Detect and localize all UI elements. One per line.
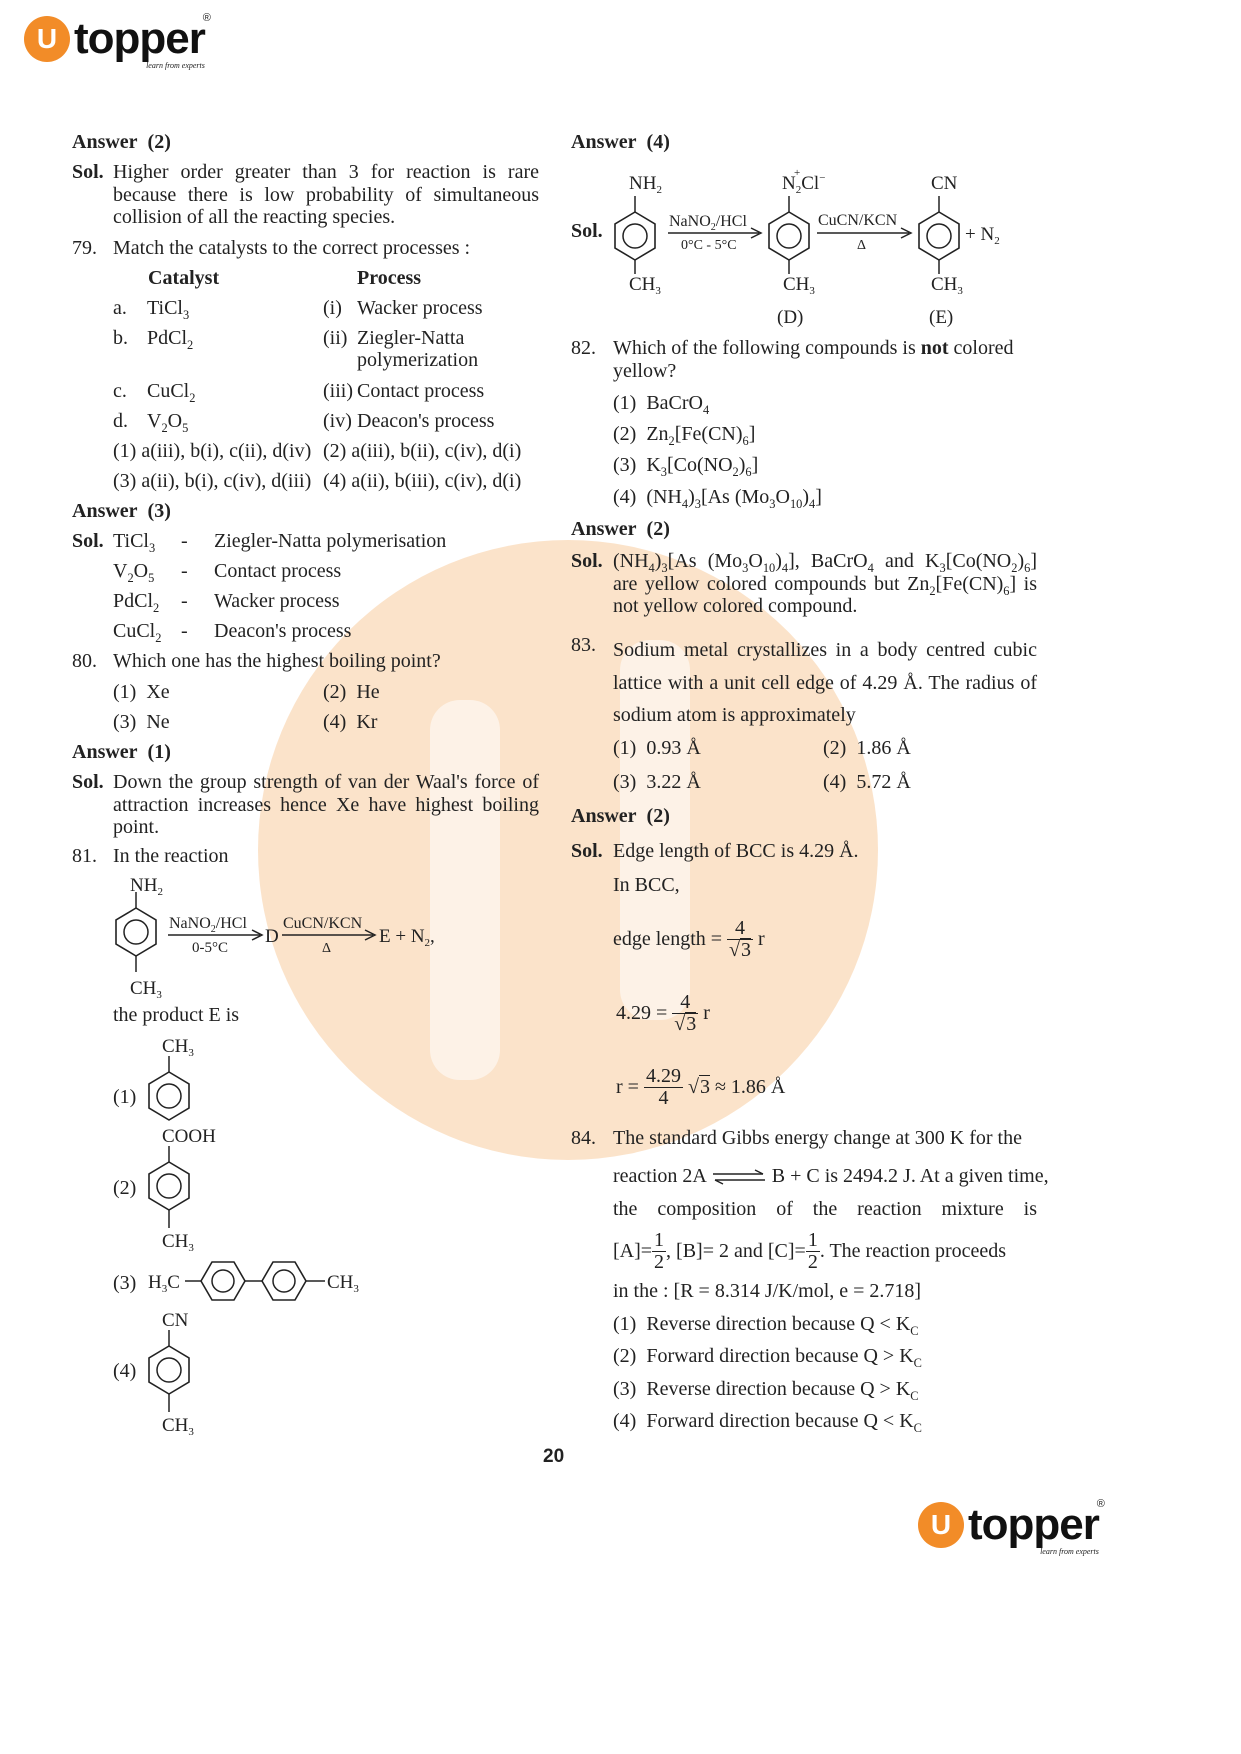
answer-83: Answer (2) — [571, 805, 670, 827]
q81-product-text: the product E is — [113, 1004, 240, 1026]
q81-option-1-num: (1) — [113, 1086, 137, 1108]
q83-option-1: (1) 0.93 Å — [613, 737, 701, 759]
q79-col-process: Process — [357, 267, 422, 289]
logo-u-icon: U — [918, 1502, 964, 1548]
sol-label-78: Sol. — [72, 161, 104, 183]
sol81-reagent1: NaNO$_2$/HCl — [669, 213, 747, 233]
q82-option-2: (2) $Zn_2[Fe(CN)_6]$ — [613, 423, 756, 448]
sol81-cond2: Δ — [857, 238, 867, 253]
sol81-ring-1 — [615, 196, 655, 274]
q83-option-2: (2) 1.86 Å — [823, 737, 911, 759]
sol-80-text: Down the group strength of van der Waal's force of attraction increases hence Xe have highest boiling point. — [113, 771, 539, 838]
q80-number: 80. — [72, 650, 97, 672]
sol81-nh2: $NH_2$ — [629, 173, 662, 196]
q81-reaction-scheme — [100, 870, 460, 1000]
q81-cond1: 0-5°C — [192, 940, 228, 956]
sol81-plus-n2: + $N_2$ — [965, 224, 1000, 247]
sol-label-82: Sol. — [571, 550, 603, 572]
q81-option-2-structure — [140, 1120, 250, 1252]
q81-product-d: D — [265, 926, 279, 947]
q81-reagent1: NaNO$_2$/HCl — [169, 915, 247, 935]
sol83-line-2: In BCC, — [613, 874, 680, 896]
q83-text: Sodium metal crystallizes in a body centred cubic lattice with a unit cell edge of 4.29 Å. The radius of sodium atom is approximately — [613, 639, 1037, 726]
sol-label-81: Sol. — [571, 220, 603, 242]
q84-line-1: The standard Gibbs energy change at 300 K for the — [613, 1127, 1022, 1149]
q81-option-4-structure — [140, 1304, 250, 1436]
sol-label-79: Sol. — [72, 530, 104, 552]
q83-option-4: (4) 5.72 Å — [823, 771, 911, 793]
registered-mark: ® — [1096, 1498, 1105, 1510]
logo-wordmark: topper — [968, 1500, 1099, 1549]
q79-number: 79. — [72, 237, 97, 259]
q80-text: Which one has the highest boiling point? — [113, 650, 441, 672]
q79-option-4: (4) a(ii), b(iii), c(iv), d(i) — [323, 470, 522, 492]
answer-79: Answer (3) — [72, 500, 171, 522]
q81-nh2-label: $NH_2$ — [130, 875, 163, 898]
q79-row-b: b. PdCl$_2$ (ii) Ziegler-Natta polymerization — [113, 327, 479, 371]
q81-opt1-ch3: $CH_3$ — [162, 1036, 194, 1059]
q81-opt4-ch3: $CH_3$ — [162, 1415, 194, 1436]
q84-line-2: reaction 2A B + C is 2494.2 J. At a given time, — [613, 1165, 1049, 1187]
logo-tagline: learn from experts — [1040, 1547, 1099, 1556]
q84-number: 84. — [571, 1127, 596, 1149]
q81-reagent2: CuCN/KCN — [283, 915, 363, 932]
answer-78: Answer (2) — [72, 131, 171, 153]
q83-number: 83. — [571, 634, 596, 656]
topper-logo-top — [24, 12, 211, 70]
q80-option-1: (1) Xe — [113, 681, 170, 703]
sol81-label-d: (D) — [777, 307, 804, 328]
q79-option-2: (2) a(iii), b(ii), c(iv), d(i) — [323, 440, 522, 462]
q84-option-1: (1) Reverse direction because $Q < K_C$ — [613, 1313, 919, 1338]
q82-text: Which of the following compounds is not colored yellow? — [613, 337, 1014, 382]
sol-82-text: $(NH_4)_3[As$ $(Mo_3O_{10})_4$], BaCrO$_4$ and $K_3[Co(NO_2)_6]$ are yellow colored compounds but $Zn_2[Fe(CN)_6]$ is not yellow colored compound. — [613, 550, 1037, 617]
q80-option-3: (3) Ne — [113, 711, 170, 733]
sol81-ring-3 — [919, 196, 959, 274]
q81-ch3-label: $CH_3$ — [130, 978, 162, 1000]
sol81-cond1: 0°C - 5°C — [681, 238, 737, 253]
q82-number: 82. — [571, 337, 596, 359]
sol81-reaction-scheme — [605, 160, 1035, 335]
q84-option-3: (3) Reverse direction because $Q > K_C$ — [613, 1378, 919, 1403]
q81-opt2-ch3: $CH_3$ — [162, 1231, 194, 1252]
q81-text: In the reaction — [113, 845, 229, 867]
q81-e-plus-n2: $E + N_2$, — [379, 926, 435, 949]
q84-line-4: [A]= $\frac{1}{2}$ , [B]= 2 and [C]= $\frac{1}{2}$ . The reaction proceeds — [613, 1229, 1007, 1273]
q84-option-2: (2) Forward direction because $Q > K_C$ — [613, 1345, 922, 1370]
q84-option-4: (4) Forward direction because $Q < K_C$ — [613, 1410, 922, 1435]
page-number: 20 — [543, 1446, 565, 1467]
sol79-row-4: CuCl$_2$ - Deacon's process — [113, 620, 352, 645]
q79-row-a: a. TiCl$_3$ (i) Wacker process — [113, 297, 483, 322]
sol79-row-1: TiCl$_3$ - Ziegler-Natta polymerisation — [113, 530, 447, 555]
logo-u-icon: U — [24, 16, 70, 62]
q81-number: 81. — [72, 845, 97, 867]
logo-tagline: learn from experts — [146, 61, 205, 70]
q84-line-5: in the : [R = 8.314 J/K/mol, e = 2.718] — [613, 1280, 922, 1302]
answer-80: Answer (1) — [72, 741, 171, 763]
q81-cond2: Δ — [322, 941, 332, 956]
q79-col-catalyst: Catalyst — [148, 267, 220, 289]
sol79-row-2: $V_2O_5$ - Contact process — [113, 560, 342, 585]
q81-opt2-cooh: COOH — [162, 1126, 216, 1147]
equilibrium-arrow-icon — [711, 1169, 767, 1185]
sol81-n2cl: $N_2Cl^-$ — [782, 172, 826, 196]
sol79-row-3: PdCl$_2$ - Wacker process — [113, 590, 340, 615]
sol-label-83: Sol. — [571, 840, 603, 862]
sol83-equation-2: 4.29 = $\frac{4}{√3}$ r — [616, 991, 710, 1035]
sol83-equation-3: r = $\frac{4.29}{4}$ √3 ≈ 1.86 Å — [616, 1065, 786, 1109]
q81-opt4-cn: CN — [162, 1310, 189, 1331]
q82-option-4: (4) $(NH_4)_3[As$ $(Mo_3O_{10})_4$] — [613, 486, 822, 511]
registered-mark: ® — [202, 12, 211, 24]
sol81-ch3-2: $CH_3$ — [783, 274, 815, 297]
q79-option-1: (1) a(iii), b(i), c(ii), d(iv) — [113, 440, 312, 462]
q82-option-3: (3) $K_3[Co(NO_2)_6]$ — [613, 454, 759, 479]
q81-opt3-ch3: $CH_3$ — [327, 1272, 359, 1295]
logo-wordmark: topper — [74, 14, 205, 63]
q79-option-3: (3) a(ii), b(i), c(iv), d(iii) — [113, 470, 312, 492]
sol81-label-e: (E) — [929, 307, 954, 328]
sol81-ring-2 — [769, 196, 809, 274]
q81-benzene-ring — [116, 892, 156, 972]
sol81-cn: CN — [931, 173, 958, 194]
q81-opt3-h3c: $H_3C$ — [148, 1272, 180, 1295]
q84-line-3: the composition of the reaction mixture is — [613, 1198, 1037, 1220]
sol81-ch3-1: $CH_3$ — [629, 274, 661, 297]
q80-option-4: (4) Kr — [323, 711, 378, 733]
q82-option-1: (1) BaCrO$_4$ — [613, 392, 710, 417]
sol81-plus-charge: + — [794, 167, 801, 179]
answer-82: Answer (2) — [571, 518, 670, 540]
q79-text: Match the catalysts to the correct processes : — [113, 237, 471, 259]
sol81-reagent2: CuCN/KCN — [818, 212, 898, 229]
q81-option-1-structure — [140, 1030, 220, 1125]
q79-row-d: d. $V_2O_5$ (iv) Deacon's process — [113, 410, 495, 435]
sol-78-text: Higher order greater than 3 for reaction is rare because there is low probability of simultaneous collision of all the reacting species. — [113, 161, 539, 228]
sol83-equation-1: edge length = $\frac{4}{√3}$ r — [613, 917, 765, 961]
q80-option-2: (2) He — [323, 681, 380, 703]
q81-option-3-structure — [145, 1255, 375, 1305]
q79-row-c: c. CuCl$_2$ (iii) Contact process — [113, 380, 485, 405]
sol83-line-1: Edge length of BCC is 4.29 Å. — [613, 840, 859, 862]
q81-option-3-num: (3) — [113, 1272, 137, 1294]
q83-option-3: (3) 3.22 Å — [613, 771, 701, 793]
answer-81: Answer (4) — [571, 131, 670, 153]
sol-label-80: Sol. — [72, 771, 104, 793]
sol81-ch3-3: $CH_3$ — [931, 274, 963, 297]
q81-option-2-num: (2) — [113, 1177, 137, 1199]
topper-logo-bottom — [918, 1498, 1105, 1556]
q81-option-4-num: (4) — [113, 1360, 137, 1382]
